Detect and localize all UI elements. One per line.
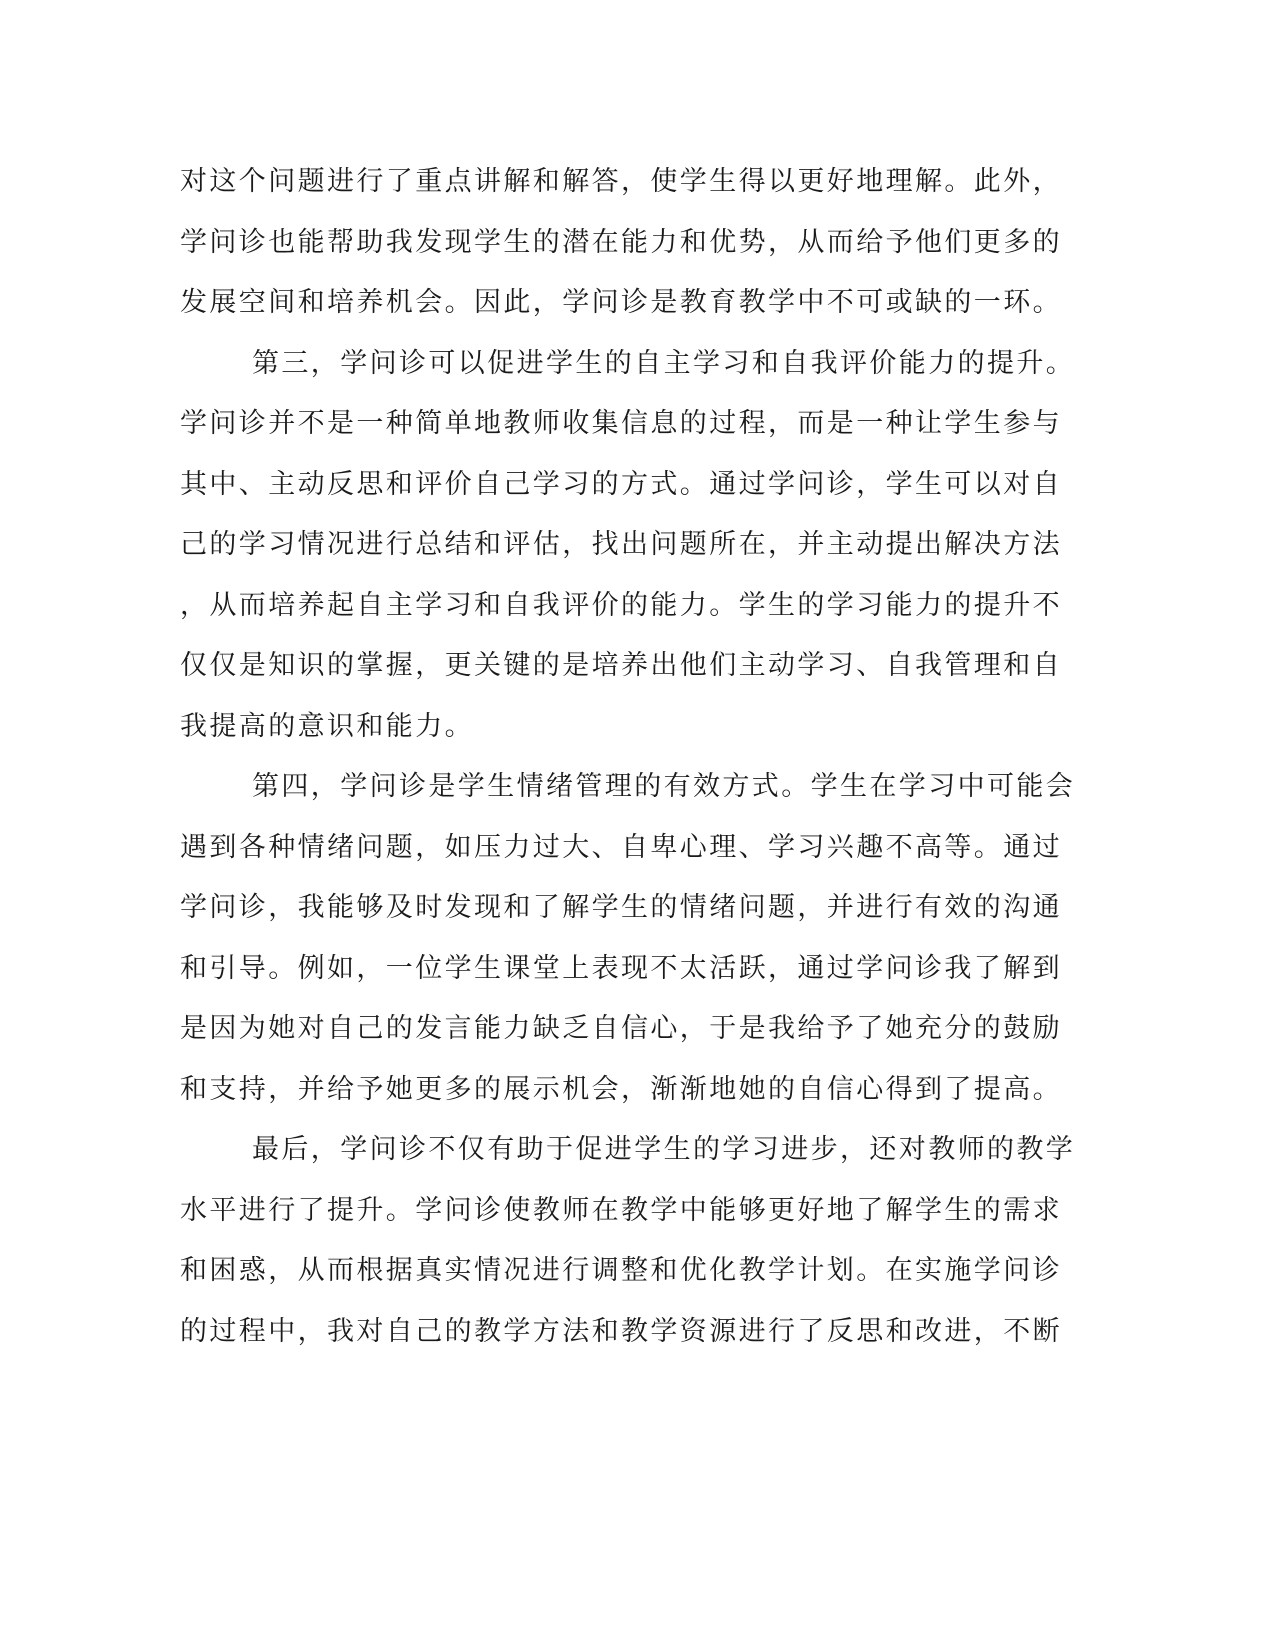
paragraph-start-line: 第四，学问诊是学生情绪管理的有效方式。学生在学习中可能会 [252,771,1076,802]
paragraph-start-line: 最后，学问诊不仅有助于促进学生的学习进步，还对教师的教学 [252,1134,1076,1165]
text-line: 其中、主动反思和评价自己学习的方式。通过学问诊，学生可以对自 [180,468,1062,500]
text-line: 和引导。例如，一位学生课堂上表现不太活跃，通过学问诊我了解到 [180,952,1062,984]
text-line: 学问诊，我能够及时发现和了解学生的情绪问题，并进行有效的沟通 [180,892,1062,923]
text-line: 学问诊也能帮助我发现学生的潜在能力和优势，从而给予他们更多的 [180,226,1062,258]
text-line: 水平进行了提升。学问诊使教师在教学中能够更好地了解学生的需求 [180,1194,1062,1226]
text-line: 仅仅是知识的掌握，更关键的是培养出他们主动学习、自我管理和自 [180,650,1062,681]
text-line: 的过程中，我对自己的教学方法和教学资源进行了反思和改进，不断 [180,1315,1062,1347]
text-line: 学问诊并不是一种简单地教师收集信息的过程，而是一种让学生参与 [180,408,1062,439]
text-line: 我提高的意识和能力。 [180,710,474,742]
body-text [180,152,1076,1362]
text-line: 己的学习情况进行总结和评估，找出问题所在，并主动提出解决方法 [180,529,1062,560]
text-line: 是因为她对自己的发言能力缺乏自信心，于是我给予了她充分的鼓励 [180,1013,1062,1044]
text-line: ，从而培养起自主学习和自我评价的能力。学生的学习能力的提升不 [180,589,1062,621]
text-line: 对这个问题进行了重点讲解和解答，使学生得以更好地理解。此外， [180,166,1062,197]
text-line: 发展空间和培养机会。因此，学问诊是教育教学中不可或缺的一环。 [180,287,1062,318]
text-line: 遇到各种情绪问题，如压力过大、自卑心理、学习兴趣不高等。通过 [180,831,1062,863]
text-line: 和困惑，从而根据真实情况进行调整和优化教学计划。在实施学问诊 [180,1255,1062,1286]
text-line: 和支持，并给予她更多的展示机会，渐渐地她的自信心得到了提高。 [180,1073,1062,1105]
paragraph-start-line: 第三，学问诊可以促进学生的自主学习和自我评价能力的提升。 [252,347,1076,379]
